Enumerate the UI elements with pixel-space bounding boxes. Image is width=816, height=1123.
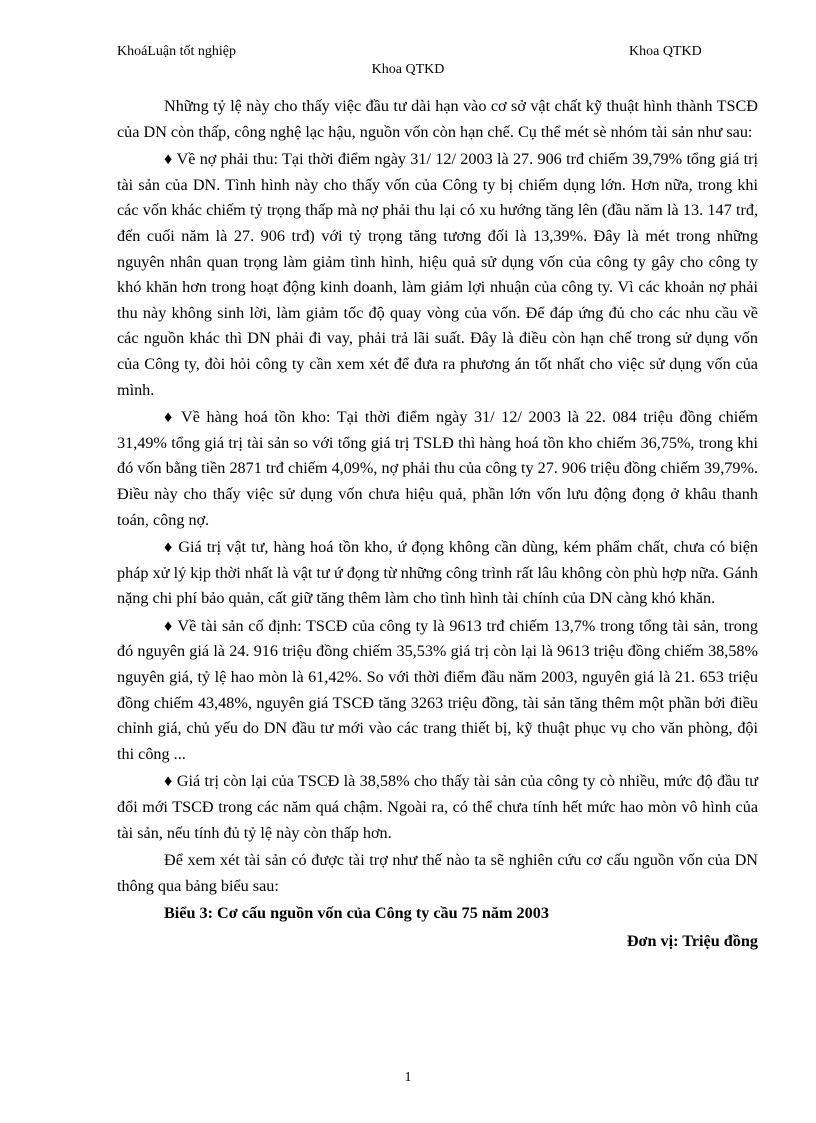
header-center-text: Khoa QTKD [371,62,445,77]
document-body [117,94,758,957]
paragraph-inventory: ♦ Về hàng hoá tồn kho: Tại thời điểm ngày 31/ 12/ 2003 là 22. 084 triệu đồng chiếm 31,49% tổng giá trị tài sản so với tổng giá trị TSLĐ thì hàng hoá tồn kho chiếm 36,75%, trong khi đó vốn bằng tiền 2871 trđ chiếm 4,09%, nợ phải thu của công ty 27. 906 triệu đồng chiếm 39,79%. Điều này cho thấy việc sử dụng vốn chưa hiệu quả, phần lớn vốn lưu động đọng ở khâu thanh toán, công nợ. [117,408,758,529]
header-left-text: KhoáLuận tốt nghiệp [117,44,236,59]
table-caption-unit: Đơn vị: Triệu đồng [626,932,758,950]
paragraph-transition: Để xem xét tài sản có được tài trợ như thế nào ta sẽ nghiên cứu cơ cấu nguồn vốn của DN thông qua bảng biểu sau: [117,851,758,895]
paragraph-receivables: ♦ Về nợ phải thu: Tại thời điểm ngày 31/ 12/ 2003 là 27. 906 trđ chiếm 39,79% tổng giá trị tài sản của DN. Tình hình này cho thấy vốn của Công ty bị chiếm dụng lớn. Hơn nữa, trong khi các vốn khác chiếm tỷ trọng thấp mà nợ phải thu lại có xu hướng tăng lên (đầu năm là 13. 147 trđ, đến cuối năm là 27. 906 trđ) với tỷ trọng tăng tương đối là 13,39%. Đây là mét trong những nguyên nhân quan trọng làm giảm tình hình, hiệu quả sử dụng vốn của công ty gây cho công ty khó khăn hơn trong hoạt động kinh doanh, làm giảm lợi nhuận của công ty. Vì các khoản nợ phải thu này không sinh lời, làm giảm tốc độ quay vòng của vốn. Để đáp ứng đủ cho các nhu cầu về các nguồn khác thì DN phải đi vay, phải trả lãi suất. Đây là điều còn hạn chế trong sử dụng vốn của Công ty, đòi hỏi công ty cần xem xét để đưa ra phương án tốt nhất cho việc sử dụng vốn của mình. [117,150,758,399]
paragraph-fixed-assets: ♦ Về tài sản cố định: TSCĐ của công ty là 9613 trđ chiếm 13,7% trong tổng tài sản, trong đó nguyên giá là 24. 916 triệu đồng chiếm 35,53% giá trị còn lại là 9613 triệu đồng chiếm 38,58% nguyên giá, tỷ lệ hao mòn là 61,42%. So với thời điểm đầu năm 2003, nguyên giá là 21. 653 triệu đồng chiếm 43,48%, nguyên giá TSCĐ tăng 3263 triệu đồng, tài sản tăng thêm một phần bởi điều chỉnh giá, chủ yếu do DN đầu tư mới vào các trang thiết bị, kỹ thuật phục vụ cho văn phòng, đội thi công ... [117,616,758,763]
paragraph-materials: ♦ Giá trị vật tư, hàng hoá tồn kho, ứ đọng không cần dùng, kém phẩm chất, chưa có biện pháp xử lý kịp thời nhất là vật tư ứ đọng từ những công trình rất lâu không còn phù hợp nữa. Gánh nặng chi phí bảo quản, cất giữ tăng thêm làm cho tình hình tài chính của DN càng khó khăn. [117,538,758,608]
table-caption-title: Biểu 3: Cơ cấu nguồn vốn của Công ty cầu 75 năm 2003 [164,904,549,923]
paragraph-residual-value: ♦ Giá trị còn lại của TSCĐ là 38,58% cho thấy tài sản của công ty cò nhiều, mức độ đầu tư đổi mới TSCĐ trong các năm quá chậm. Ngoài ra, có thể chưa tính hết mức hao mòn vô hình của tài sản, nếu tính đủ tỷ lệ này còn thấp hơn. [117,772,758,842]
header-right-text: Khoa QTKD [629,44,702,59]
page-number: 1 [404,1070,412,1085]
paragraph-intro: Những tỷ lệ này cho thấy việc đầu tư dài hạn vào cơ sở vật chất kỹ thuật hình thành TSCĐ của DN còn thấp, công nghệ lạc hậu, nguồn vốn còn hạn chế. Cụ thể mét sè nhóm tài sản như sau: [117,97,758,141]
